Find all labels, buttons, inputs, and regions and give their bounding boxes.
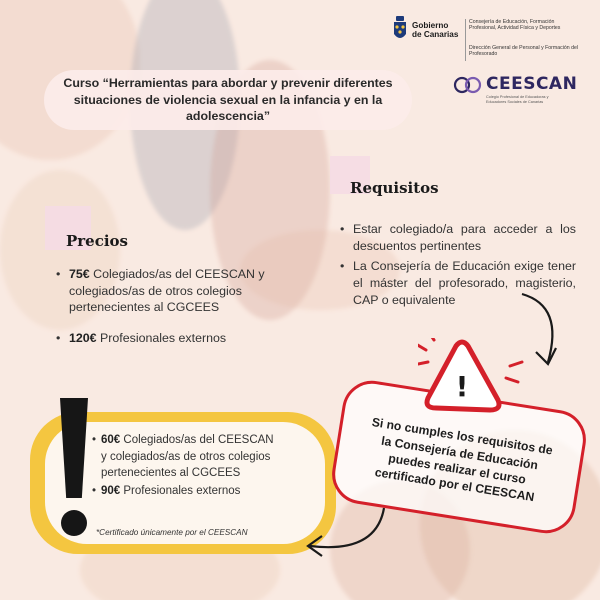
logo-divider — [465, 19, 466, 61]
ceescan-name: CEESCAN — [486, 74, 578, 94]
price-description: Colegiados/as del CEESCAN y colegiados/as de otros colegios pertenecientes al CGCEES — [101, 434, 274, 480]
certificado-list — [92, 432, 278, 501]
ceescan-rings-icon — [452, 76, 484, 94]
gobierno-canarias-logo — [392, 16, 582, 66]
precios-list — [56, 266, 288, 351]
price-description: Colegiados/as del CEESCAN y colegiados/as de otros colegios pertenecientes al CGCEES — [69, 267, 265, 315]
list-item — [92, 432, 278, 482]
price: 75€ — [69, 267, 90, 281]
warning-triangle-icon — [418, 338, 528, 418]
requisitos-heading: Requisitos — [350, 179, 439, 197]
direccion-text: Dirección General de Personal y Formación del Profesorado — [469, 45, 578, 58]
price-description: Profesionales externos — [96, 331, 227, 346]
coat-of-arms-icon — [392, 16, 408, 44]
ceescan-subtitle: Colegio Profesional de Educadoras y Educadores Sociales de Canarias — [486, 95, 549, 104]
price: 90€ — [101, 485, 121, 498]
precios-heading: Precios — [66, 232, 129, 250]
exclamation-dot-icon — [61, 510, 87, 536]
consejeria-text: Consejería de Educación, Formación Profesional, Actividad Física y Deportes — [469, 19, 561, 32]
price: 60€ — [101, 434, 121, 446]
course-title-box — [44, 70, 412, 130]
list-item — [56, 330, 288, 347]
gobierno-name: Gobierno de Canarias — [412, 21, 459, 39]
curved-arrow-left — [296, 502, 396, 562]
price-description: Profesionales externos — [120, 485, 241, 498]
list-item: • Estar colegiado/a para acceder a los descuentos pertinentes — [340, 221, 576, 254]
notice-text: Si no cumples los requisitos de la Consejería de Educación puedes realizar el curso certificado por el CEESCAN — [370, 415, 554, 505]
list-item: • La Consejería de Educación exige tener el máster del profesorado, magisterio, CAP o equivalente — [340, 258, 576, 308]
ceescan-logo — [452, 74, 578, 110]
list-item — [92, 483, 278, 500]
list-item — [56, 266, 288, 316]
certificado-note: *Certificado únicamente por el CEESCAN — [96, 528, 248, 537]
course-title: Curso “Herramientas para abordar y prevenir diferentes situaciones de violencia sexual en la infancia y en la adolescencia” — [63, 75, 393, 124]
price: 120€ — [69, 331, 97, 346]
svg-text:!: ! — [455, 370, 469, 403]
